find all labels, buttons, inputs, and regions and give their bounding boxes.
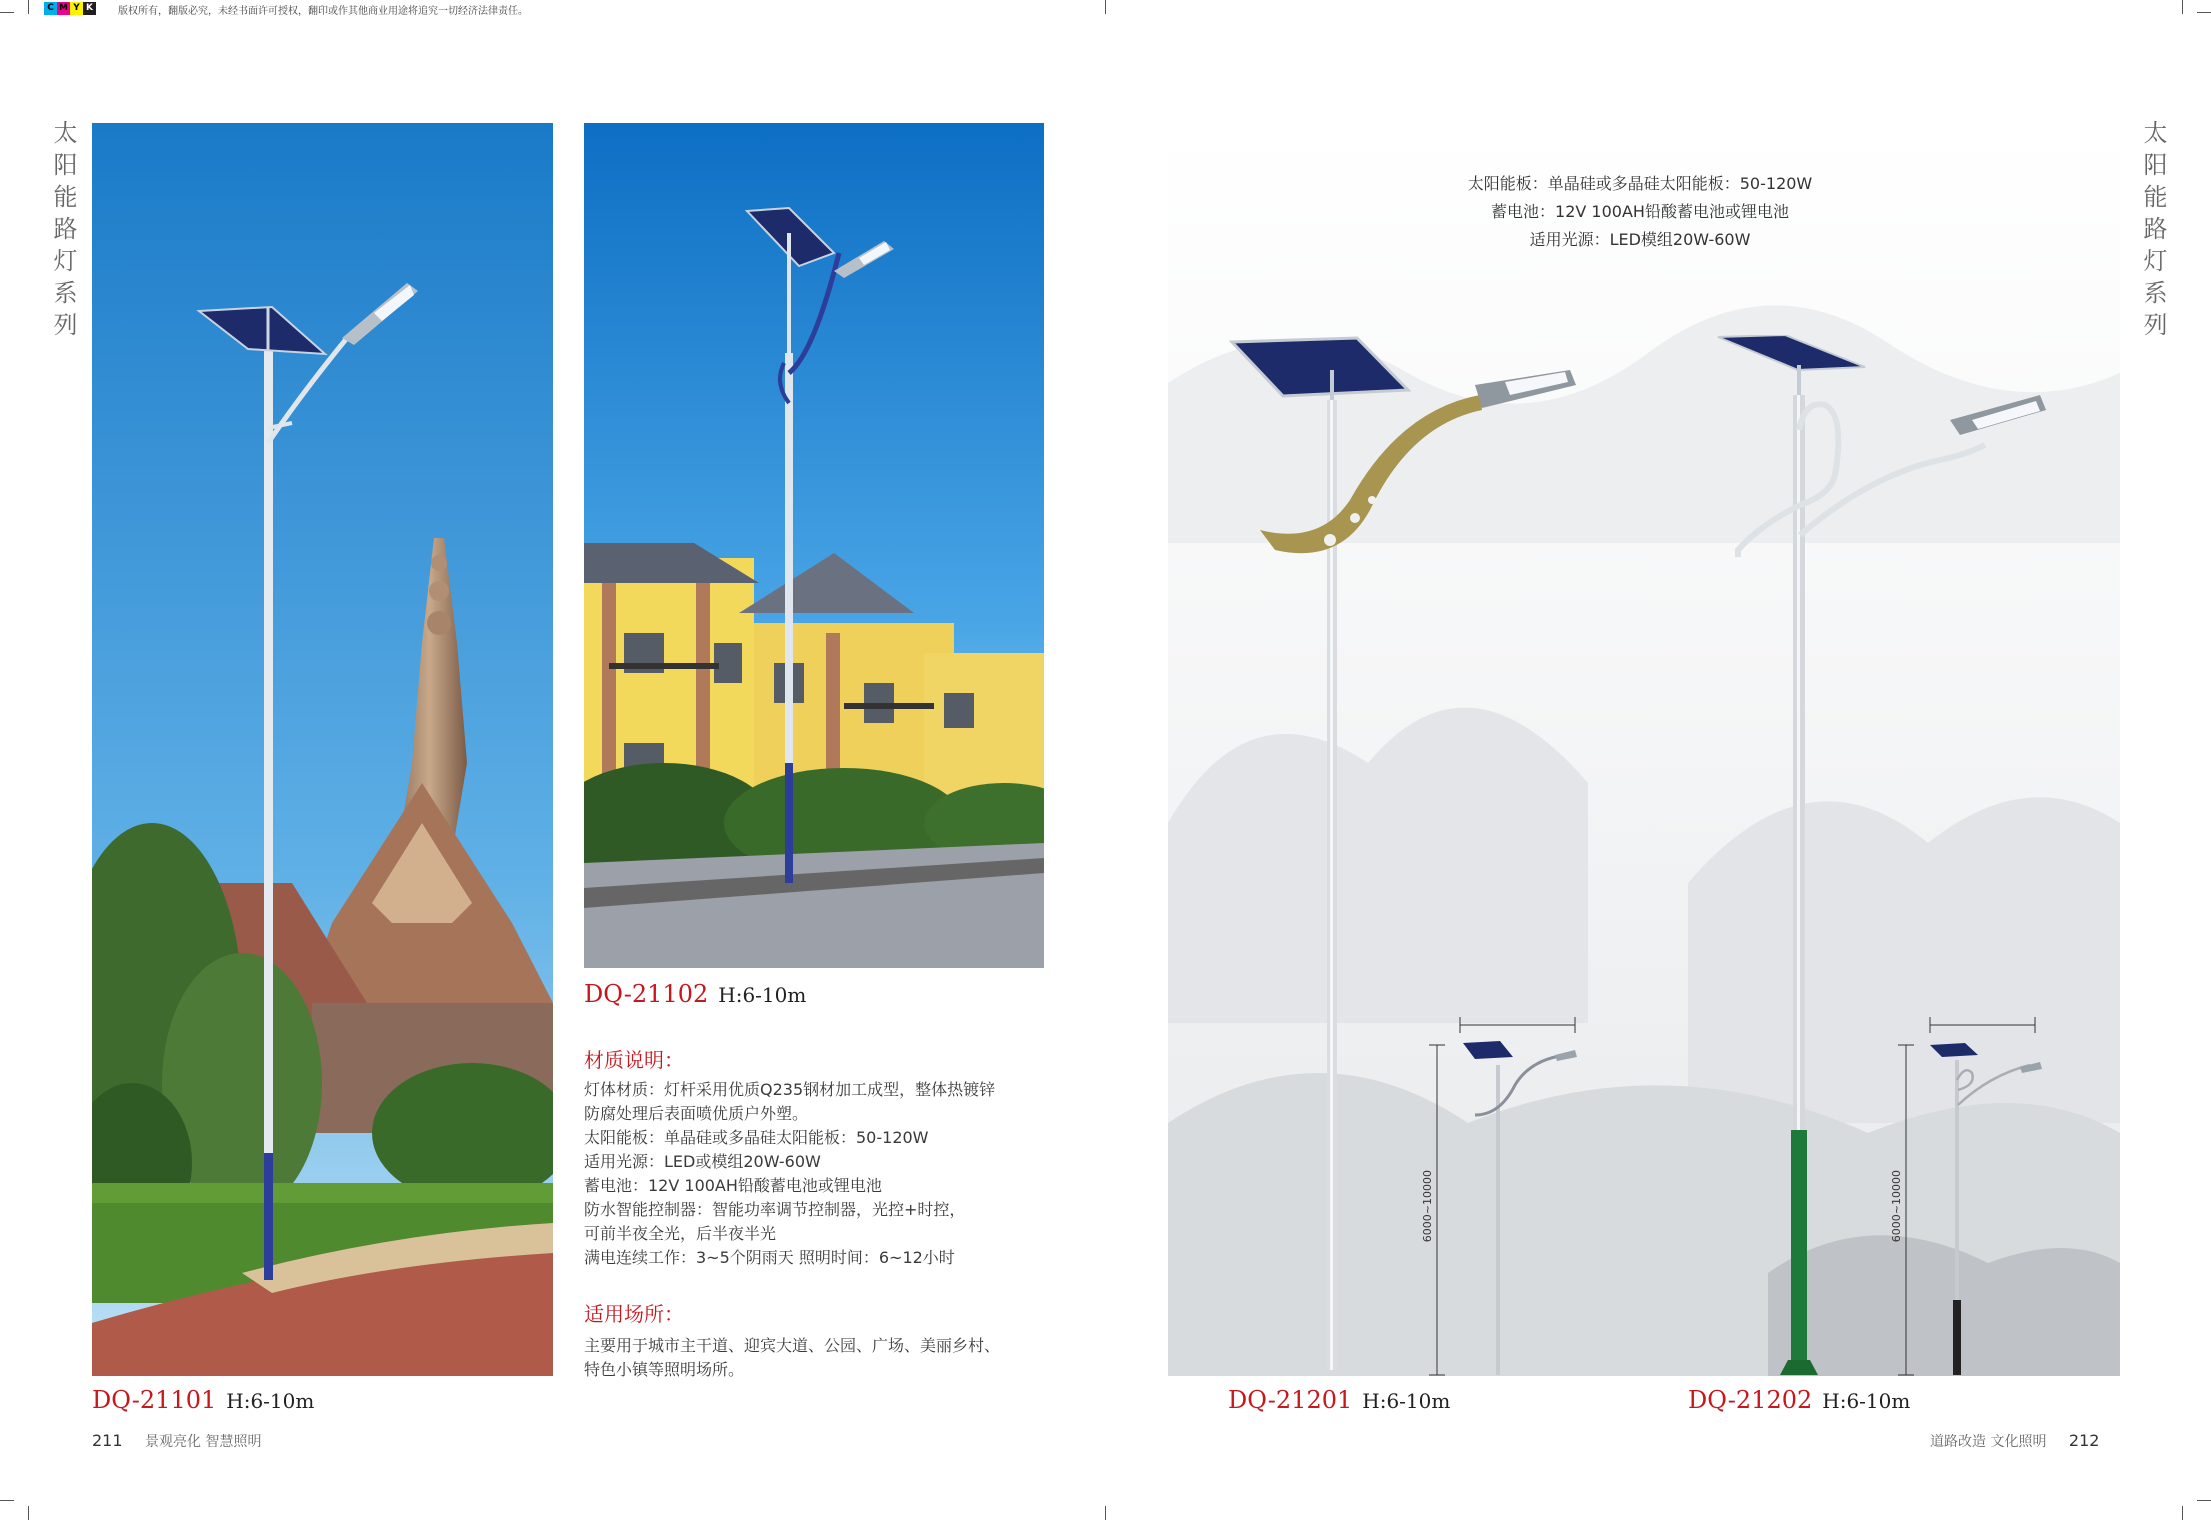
crop-mark: [28, 1506, 29, 1520]
crop-mark: [1105, 1506, 1106, 1520]
material-line: 适用光源：LED或模组20W-60W: [584, 1152, 821, 1171]
model-label-dq-21102: [584, 980, 806, 1008]
model-height: H:6-10m: [1822, 1389, 1911, 1413]
villa-streetlight-illustration: [584, 123, 1044, 968]
page-number: 212: [2068, 1431, 2100, 1450]
usage-description: [584, 1334, 1000, 1382]
material-line: 防腐处理后表面喷优质户外塑。: [584, 1104, 809, 1123]
material-line: 满电连续工作：3~5个阴雨天 照明时间：6~12小时: [584, 1248, 955, 1267]
crop-mark: [2197, 1500, 2211, 1501]
usage-line: 特色小镇等照明场所。: [584, 1360, 745, 1379]
spec-line: 蓄电池：12V 100AH铅酸蓄电池或锂电池: [1491, 202, 1789, 221]
model-code: DQ-21101: [92, 1386, 217, 1414]
photo-dq-21101: [92, 123, 553, 1376]
material-title: 材质说明：: [584, 1048, 684, 1072]
usage-line: 主要用于城市主干道、迎宾大道、公园、广场、美丽乡村、: [584, 1336, 1001, 1355]
crop-mark: [1105, 0, 1106, 14]
model-code: DQ-21202: [1688, 1386, 1813, 1414]
footer-left: [92, 1431, 261, 1451]
material-line: 防水智能控制器：智能功率调节控制器，光控+时控，: [584, 1200, 966, 1219]
series-title-left: 太阳能路灯系列: [49, 120, 77, 344]
model-height: H:6-10m: [718, 983, 807, 1007]
material-line: 太阳能板：单晶硅或多晶硅太阳能板：50-120W: [584, 1128, 929, 1147]
cmyk-k: K: [83, 2, 96, 15]
crop-mark: [28, 0, 29, 14]
dimension-drawing-dq-21202: [1890, 1015, 2050, 1380]
model-height: H:6-10m: [1362, 1389, 1451, 1413]
footer-right: [1930, 1431, 2099, 1451]
footer-text: 道路改造 文化照明: [1930, 1434, 2047, 1450]
material-line: 蓄电池：12V 100AH铅酸蓄电池或锂电池: [584, 1176, 882, 1195]
dimension-label: 6000~10000: [1890, 1170, 1903, 1243]
spec-line: 太阳能板：单晶硅或多晶硅太阳能板：50-120W: [1467, 174, 1813, 193]
material-line: 灯体材质：灯杆采用优质Q235钢材加工成型，整体热镀锌: [584, 1080, 996, 1099]
series-title-right: 太阳能路灯系列: [2139, 120, 2167, 344]
page-number: 211: [92, 1431, 123, 1450]
cmyk-c: C: [44, 2, 57, 15]
crop-mark: [0, 1500, 14, 1501]
model-code: DQ-21102: [584, 980, 709, 1008]
photo-dq-21102: [584, 123, 1044, 968]
copyright-notice: 版权所有，翻版必究，未经书面许可授权，翻印或作其他商业用途将追究一切经济法律责任。: [118, 6, 528, 17]
spec-line: 适用光源：LED模组20W-60W: [1529, 230, 1751, 249]
crop-mark: [2197, 12, 2211, 13]
material-description: [584, 1078, 995, 1270]
crop-mark: [2182, 1506, 2183, 1520]
model-height: H:6-10m: [226, 1389, 315, 1413]
material-line: 可前半夜全光，后半夜半光: [584, 1224, 777, 1243]
usage-title: 适用场所：: [584, 1302, 684, 1326]
temple-streetlight-illustration: [92, 123, 553, 1376]
model-label-dq-21101: [92, 1386, 314, 1414]
model-label-dq-21201: [1228, 1386, 1450, 1414]
crop-mark: [0, 12, 14, 13]
right-specs: [1350, 170, 1930, 254]
crop-mark: [2182, 0, 2183, 14]
cmyk-m: M: [57, 2, 70, 15]
model-code: DQ-21201: [1228, 1386, 1353, 1414]
dimension-label: 6000~10000: [1421, 1170, 1434, 1243]
cmyk-color-bar: [44, 2, 96, 16]
cmyk-y: Y: [70, 2, 83, 15]
footer-text: 景观亮化 智慧照明: [145, 1434, 262, 1450]
model-label-dq-21202: [1688, 1386, 1910, 1414]
